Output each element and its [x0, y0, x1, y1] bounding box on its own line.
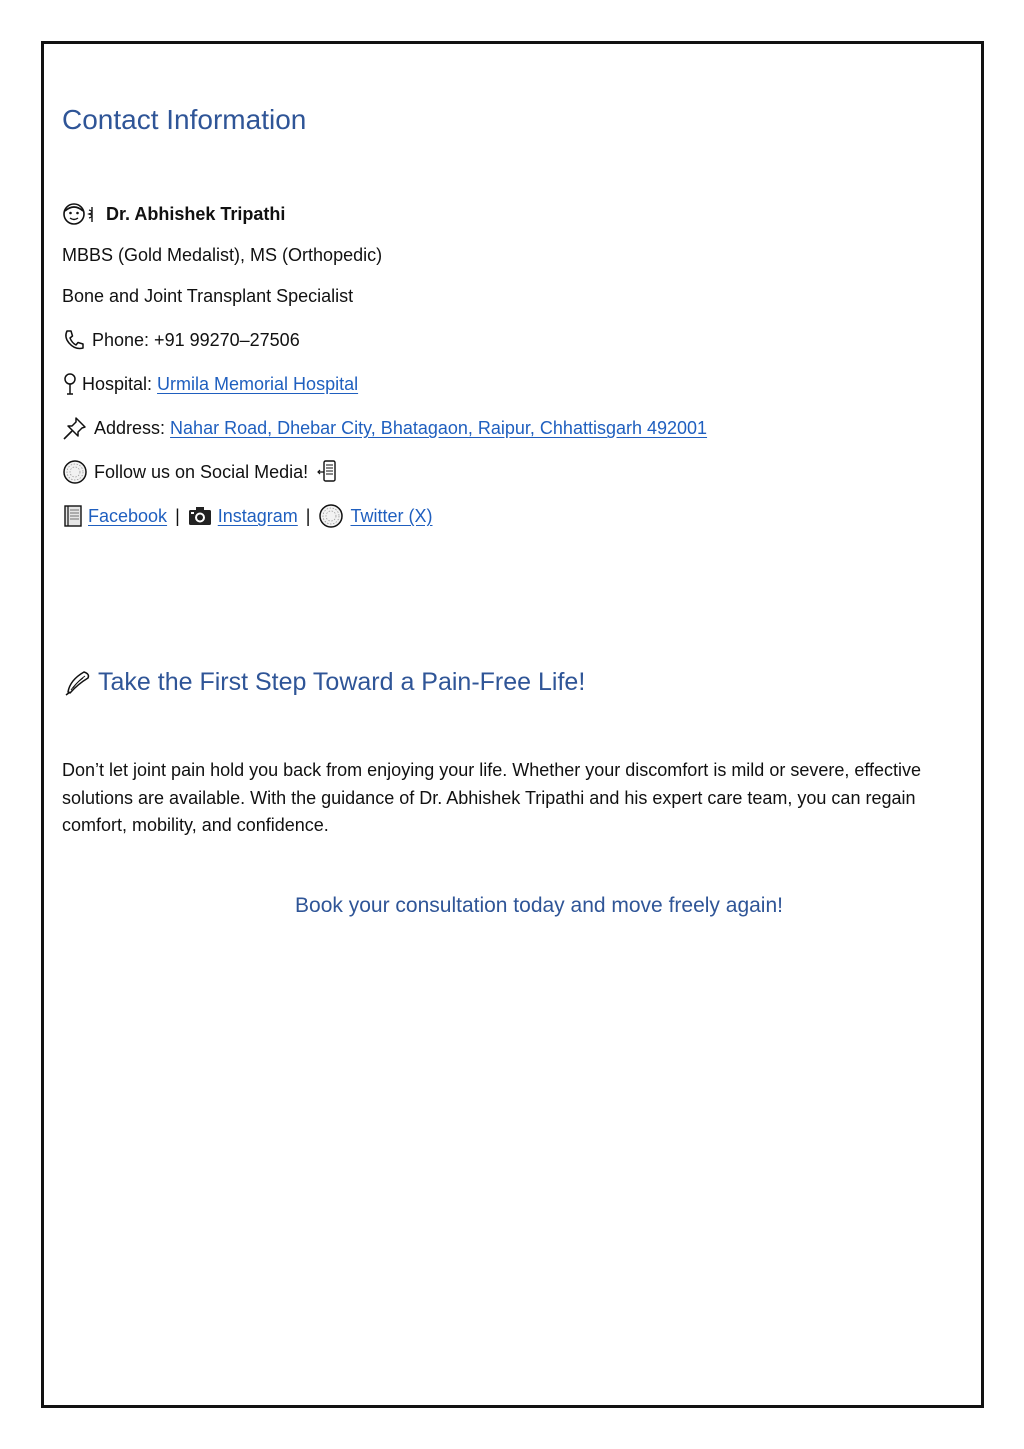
doctor-icon: [62, 202, 100, 226]
link-separator: |: [305, 506, 311, 526]
cta-heading: Take the First Step Toward a Pain-Free Life!: [98, 667, 586, 696]
phone-row: [62, 328, 300, 352]
mobile-phone-icon: [316, 459, 338, 485]
twitter-link[interactable]: Twitter (X): [350, 506, 433, 526]
link-separator: |: [175, 506, 180, 526]
address-link[interactable]: Nahar Road, Dhebar City, Bhatagaon, Raipur, Chhattisgarh 492001: [170, 418, 708, 438]
book-consultation-text: Book your consultation today and move freely again!: [295, 894, 783, 917]
hospital-row: [62, 372, 358, 396]
globe-icon: [62, 459, 88, 485]
camera-icon: [188, 505, 212, 527]
book-icon: [62, 504, 84, 528]
specialty: Bone and Joint Transplant Specialist: [62, 286, 354, 306]
cta-paragraph: Don’t let joint pain hold you back from enjoying your life. Whether your discomfort is mild or severe, effective solutions are available. With the guidance of Dr. Abhishek Tripathi and his expert care team, you can regain comfort, mobility, and confidence.: [62, 760, 922, 835]
hospital-label: Hospital:: [82, 374, 158, 394]
social-row: [62, 459, 344, 485]
phone-text: Phone: +91 99270–27506: [92, 330, 300, 350]
hospital-link[interactable]: Urmila Memorial Hospital: [157, 374, 359, 394]
qualifications: MBBS (Gold Medalist), MS (Orthopedic): [62, 245, 383, 265]
pen-icon: [62, 666, 94, 698]
social-links-row: [62, 503, 433, 529]
address-label: Address:: [94, 418, 171, 438]
pushpin-icon: [62, 416, 88, 440]
social-text: Follow us on Social Media!: [94, 462, 309, 482]
hospital-pin-icon: [62, 372, 78, 396]
cta-heading-row: [62, 666, 585, 698]
bird-icon: [318, 503, 344, 529]
phone-icon: [62, 328, 86, 352]
facebook-link[interactable]: Facebook: [88, 506, 168, 526]
contact-heading: Contact Information: [62, 104, 307, 135]
address-row: [62, 416, 707, 440]
doctor-name-row: [62, 202, 285, 226]
doctor-name: Dr. Abhishek Tripathi: [106, 204, 286, 224]
instagram-link[interactable]: Instagram: [217, 506, 298, 526]
